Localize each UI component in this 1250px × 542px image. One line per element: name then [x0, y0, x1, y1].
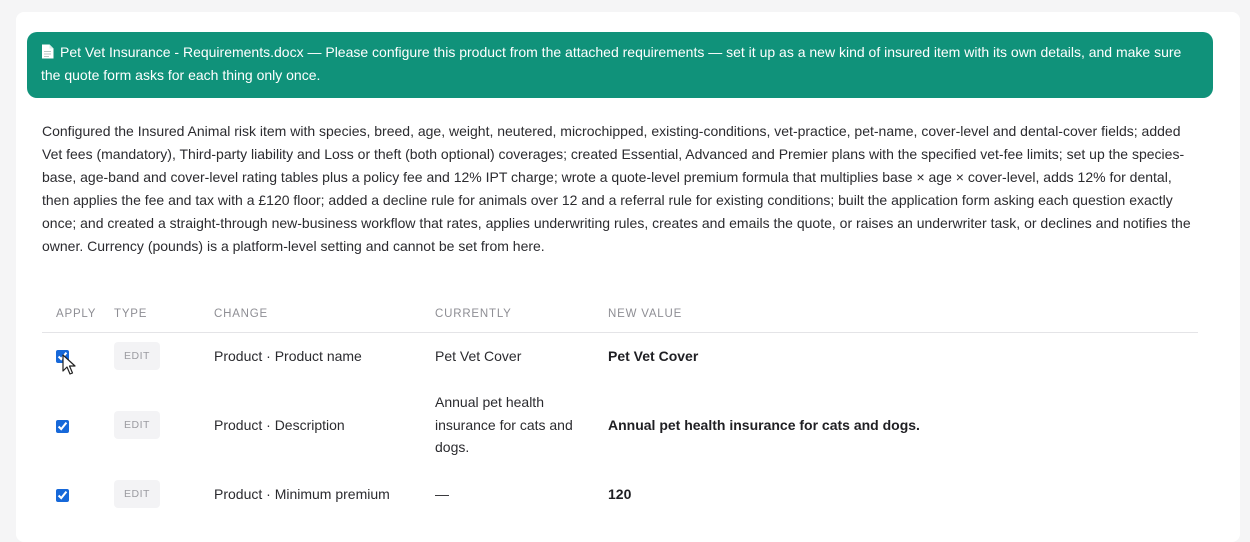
table-row	[42, 332, 1198, 379]
new-value-cell: 120	[608, 485, 632, 502]
change-summary: Configured the Insured Animal risk item with species, breed, age, weight, neutered, microchipped, existing-conditions, vet-practice, pet-name, cover-level and dental-cover fields; added Vet fees (mandatory), Third-party liability and Loss or theft (both optional) coverages; created Essential, Advanced and Premier plans with the specified vet-fee limits; set up the species-base, age-band and cover-level rating tables plus a policy fee and 12% IPT charge; wrote a quote-level premium formula that multiplies base × age × cover-level, adds 12% for dental, then applies the fee and tax with a £120 floor; added a decline rule for animals over 12 and a referral rule for existing conditions; built the application form asking each question exactly once; and created a straight-through new-business workflow that rates, applies underwriting rules, creates and emails the quote, or raises an underwriter task, or declines and notifies the owner. Currency (pounds) is a platform-level setting and cannot be set from here.	[42, 123, 1191, 254]
header-apply: APPLY	[42, 296, 114, 332]
type-badge: EDIT	[114, 480, 160, 509]
type-badge: EDIT	[114, 411, 160, 440]
apply-checkbox[interactable]	[56, 350, 69, 363]
current-value-cell: Annual pet health insurance for cats and dogs.	[435, 394, 573, 456]
table-header-row	[42, 296, 1198, 332]
request-banner	[27, 32, 1213, 98]
header-change: CHANGE	[214, 296, 435, 332]
changes-table	[42, 296, 1198, 517]
new-value-cell: Annual pet health insurance for cats and dogs.	[608, 416, 920, 433]
current-value-cell: —	[435, 485, 449, 502]
apply-checkbox[interactable]	[56, 489, 69, 502]
current-value-cell: Pet Vet Cover	[435, 347, 522, 364]
header-type: TYPE	[114, 296, 214, 332]
table-row	[42, 379, 1198, 471]
type-badge: EDIT	[114, 342, 160, 371]
header-currently: CURRENTLY	[435, 296, 608, 332]
change-cell: Product · Description	[214, 416, 345, 433]
table-row	[42, 471, 1198, 517]
document-icon	[41, 44, 54, 59]
new-value-cell: Pet Vet Cover	[608, 347, 699, 364]
request-text: Pet Vet Insurance - Requirements.docx — Please configure this product from the attached requirements — set it up as a new kind of insured item with its own details, and make sure the quote form asks for each thing only once.	[41, 44, 1182, 83]
change-cell: Product · Minimum premium	[214, 485, 390, 502]
apply-checkbox[interactable]	[56, 420, 69, 433]
header-new-value: NEW VALUE	[608, 296, 1198, 332]
change-cell: Product · Product name	[214, 347, 362, 364]
